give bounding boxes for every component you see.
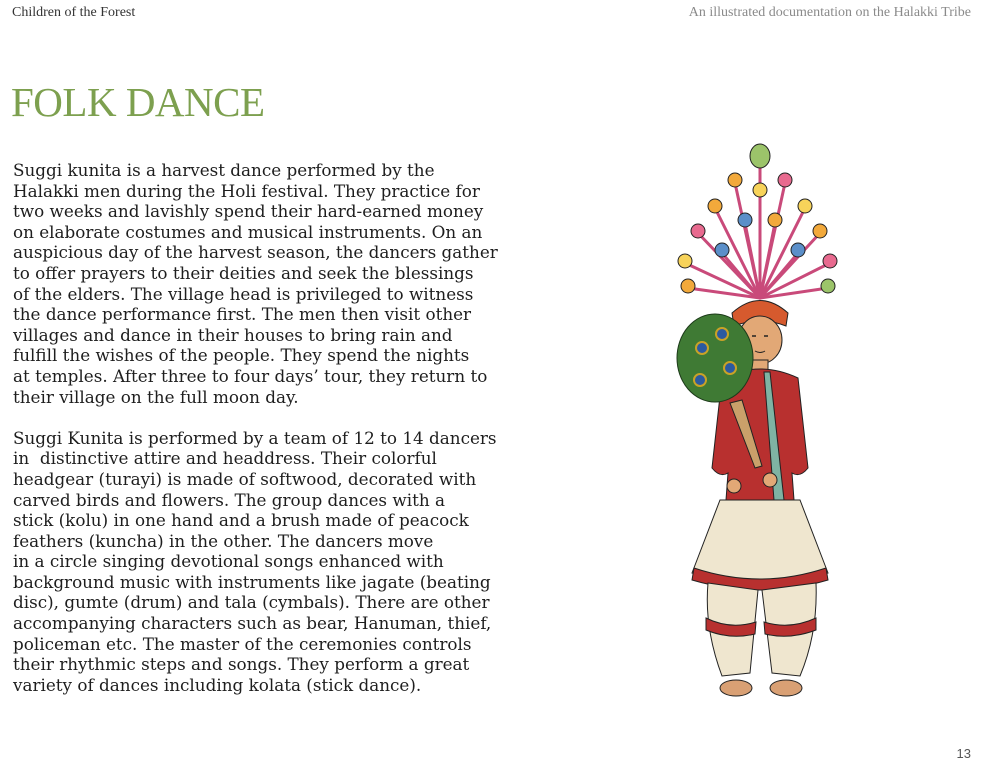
text-line: Suggi Kunita is performed by a team of 12 to 14 dancers <box>13 427 497 448</box>
text-line: disc), gumte (drum) and tala (cymbals). There are other <box>13 592 490 613</box>
text-line: headgear (turayi) is made of softwood, decorated with <box>13 468 477 489</box>
page-number: 13 <box>956 746 971 761</box>
text-line: auspicious day of the harvest season, the dancers gather <box>13 242 498 263</box>
text-line: to offer prayers to their deities and seek the blessings <box>13 262 474 283</box>
text-line: variety of dances including kolata (stick dance). <box>13 674 422 695</box>
text-line: stick (kolu) in one hand and a brush made of peacock <box>13 510 469 531</box>
text-line: policeman etc. The master of the ceremonies controls <box>13 633 472 654</box>
dancer-illustration <box>660 128 840 708</box>
header-book-title: Children of the Forest <box>12 5 136 20</box>
text-line: the dance performance first. The men then visit other <box>13 304 472 325</box>
paragraph-2 <box>13 427 497 696</box>
text-line: their rhythmic steps and songs. They perform a great <box>13 654 470 675</box>
text-line: fulfill the wishes of the people. They spend the nights <box>13 345 470 366</box>
text-line: at temples. After three to four days’ tour, they return to <box>13 365 488 386</box>
body-text <box>13 160 498 716</box>
text-line: in a circle singing devotional songs enhanced with <box>13 551 444 572</box>
headdress <box>678 144 837 298</box>
text-line: of the elders. The village head is privileged to witness <box>13 283 474 304</box>
text-line: carved birds and flowers. The group dances with a <box>13 489 445 510</box>
text-line: Suggi kunita is a harvest dance performed by the <box>13 160 435 180</box>
text-line: on elaborate costumes and musical instruments. On an <box>13 221 483 242</box>
text-line: Halakki men during the Holi festival. They practice for <box>13 180 480 201</box>
header-subtitle: An illustrated documentation on the Halakki Tribe <box>688 5 971 20</box>
text-line: villages and dance in their houses to bring rain and <box>13 324 453 345</box>
text-line: their village on the full moon day. <box>13 386 299 407</box>
text-line: two weeks and lavishly spend their hard-earned money <box>13 201 484 222</box>
page-title: FOLK DANCE <box>11 79 265 125</box>
text-line: background music with instruments like jagate (beating <box>13 571 491 592</box>
text-line: in distinctive attire and headdress. Their colorful <box>13 448 437 469</box>
text-line: accompanying characters such as bear, Hanuman, thief, <box>13 613 492 634</box>
paragraph-1 <box>13 160 498 407</box>
text-line: feathers (kuncha) in the other. The dancers move <box>13 530 434 551</box>
